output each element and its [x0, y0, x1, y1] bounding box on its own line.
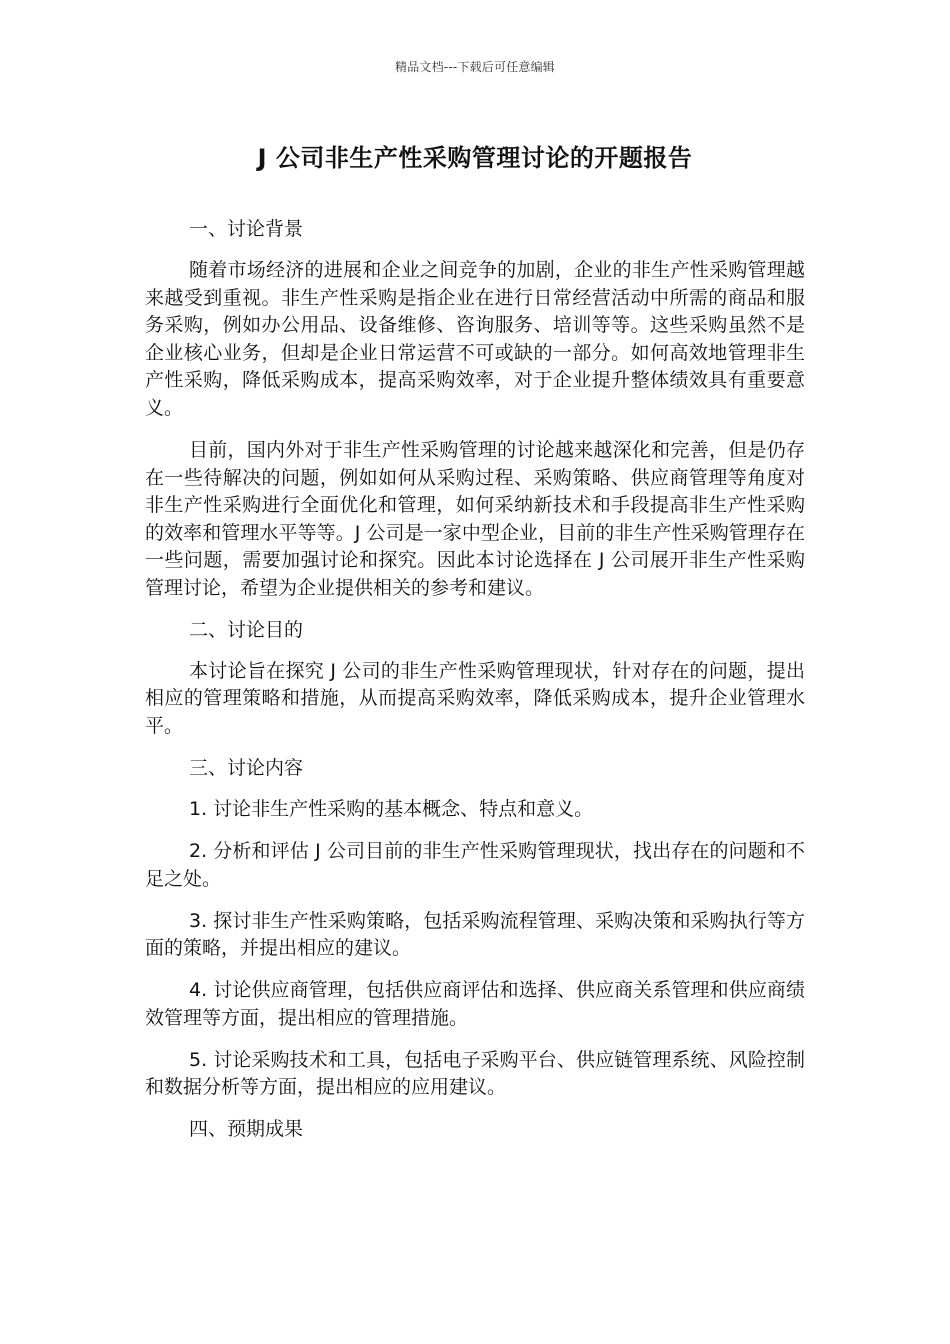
content-item-5: 5. 讨论采购技术和工具，包括电子采购平台、供应链管理系统、风险控制和数据分析等方面，提出相应的应用建议。 — [145, 1048, 805, 1099]
document-title: J 公司非生产性采购管理讨论的开题报告 — [257, 144, 693, 172]
content-item-2: 2. 分析和评估 J 公司目前的非生产性采购管理现状，找出存在的问题和不足之处。 — [145, 840, 805, 890]
content-item-4: 4. 讨论供应商管理，包括供应商评估和选择、供应商关系管理和供应商绩效管理等方面，提出相应的管理措施。 — [145, 979, 805, 1029]
section-heading-outcomes: 四、预期成果 — [189, 1118, 304, 1141]
section-heading-background: 一、讨论背景 — [189, 218, 304, 240]
paragraph-objective: 本讨论旨在探究 J 公司的非生产性采购管理现状，针对存在的问题，提出相应的管理策略和措施，从而提高采购效率，降低采购成本，提升企业管理水平。 — [145, 659, 805, 738]
header-note: 精品文档---下载后可任意编辑 — [395, 60, 555, 74]
paragraph-background-1: 随着市场经济的进展和企业之间竞争的加剧，企业的非生产性采购管理越来越受到重视。非生产性采购是指企业在进行日常经营活动中所需的商品和服务采购，例如办公用品、设备维修、咨询服务、培训等等。这些采购虽然不是企业核心业务，但却是企业日常运营不可或缺的一部分。如何高效地管理非生产性采购，降低采购成本，提高采购效率，对于企业提升整体绩效具有重要意义。 — [145, 258, 805, 419]
section-heading-objective: 二、讨论目的 — [189, 618, 304, 641]
content-item-1: 1. 讨论非生产性采购的基本概念、特点和意义。 — [189, 798, 594, 821]
document-body — [145, 216, 805, 1157]
section-heading-content: 三、讨论内容 — [189, 757, 304, 780]
paragraph-background-2: 目前，国内外对于非生产性采购管理的讨论越来越深化和完善，但是仍存在一些待解决的问题，例如如何从采购过程、采购策略、供应商管理等角度对非生产性采购进行全面优化和管理，如何采纳新技术和手段提高非生产性采购的效率和管理水平等等。J 公司是一家中型企业，目前的非生产性采购管理存在一些问题，需要加强讨论和探究。因此本讨论选择在 J 公司展开非生产性采购管理讨论，希望为企业提供相关的参考和建议。 — [145, 438, 805, 599]
content-item-3: 3. 探讨非生产性采购策略，包括采购流程管理、采购决策和采购执行等方面的策略，并提出相应的建议。 — [145, 909, 805, 960]
